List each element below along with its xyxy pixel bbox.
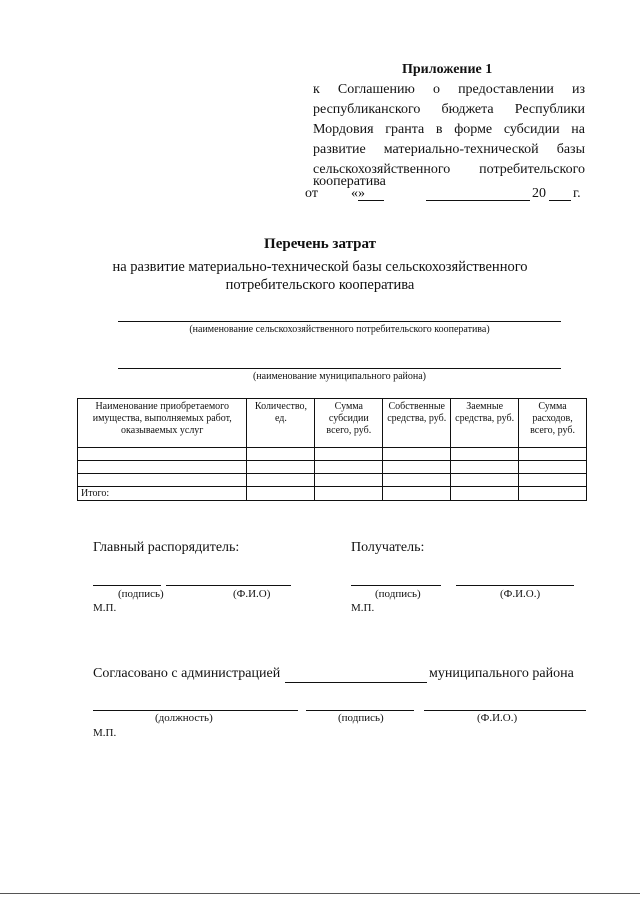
page-title: Перечень затрат [264, 236, 376, 252]
cooperative-name-line [118, 321, 561, 322]
table-cell [78, 474, 247, 487]
table-cell [78, 448, 247, 461]
chief-signature-line [93, 585, 161, 586]
column-header: Сумма субсидии всего, руб. [315, 399, 383, 448]
table-cell [519, 448, 587, 461]
table-total-row [78, 487, 587, 501]
table-cell [451, 448, 519, 461]
table-cell [78, 461, 247, 474]
recipient-fio-line [456, 585, 574, 586]
appendix-line: сельскохозяйственного потребительского [313, 162, 585, 177]
column-header: Заемные средства, руб. [451, 399, 519, 448]
district-name-line [118, 368, 561, 369]
appendix-line: к Соглашению о предоставлении из [313, 82, 585, 97]
table-cell [247, 487, 315, 501]
agreement-suffix: муниципального района [429, 666, 574, 681]
table-cell [383, 487, 451, 501]
table-cell [247, 448, 315, 461]
table-cell [519, 474, 587, 487]
date-from-label: от [305, 186, 318, 201]
page-subtitle: на развитие материально-технической базы сельскохозяйственного [112, 259, 528, 275]
table-row [78, 461, 587, 474]
quote-close: » [358, 186, 365, 201]
date-year-prefix: 20 [532, 186, 546, 201]
table-row [78, 448, 587, 461]
table-cell [247, 461, 315, 474]
chief-fio-caption: (Ф.И.О) [233, 588, 271, 600]
cooperative-name-caption: (наименование сельскохозяйственного потребительского кооператива) [189, 324, 490, 335]
agreement-fio-line [424, 710, 586, 711]
chief-fio-line [166, 585, 291, 586]
table-cell [315, 474, 383, 487]
table-cell [519, 487, 587, 501]
date-day [351, 186, 365, 202]
table-cell [451, 474, 519, 487]
page-subtitle: потребительского кооператива [225, 277, 415, 293]
recipient-fio-caption: (Ф.И.О.) [500, 588, 541, 600]
agreement-signature-caption: (подпись) [338, 712, 384, 724]
column-header: Собственные средства, руб. [383, 399, 451, 448]
table-cell [383, 474, 451, 487]
column-header: Сумма расходов, всего, руб. [519, 399, 587, 448]
appendix-line: Мордовия гранта в форме субсидии на [313, 122, 585, 137]
table-cell [247, 474, 315, 487]
day-blank [358, 186, 384, 201]
table-cell [451, 487, 519, 501]
column-header: Наименование приобретаемого имущества, выполняемых работ, оказываемых услуг [78, 399, 247, 448]
table-cell [519, 461, 587, 474]
table-cell [315, 461, 383, 474]
chief-signature-caption: (подпись) [118, 588, 164, 600]
costs-table [77, 398, 587, 501]
agreement-fio-caption: (Ф.И.О.) [477, 712, 518, 724]
column-header: Количество, ед. [247, 399, 315, 448]
table-cell [383, 461, 451, 474]
page-bottom-rule [0, 893, 640, 894]
recipient-signature-line [351, 585, 441, 586]
table-header-row [78, 399, 587, 448]
chief-stamp: М.П. [93, 602, 117, 614]
table-cell [383, 448, 451, 461]
date-year-suffix: г. [573, 186, 581, 201]
chief-label: Главный распорядитель: [93, 540, 240, 555]
agreement-stamp: М.П. [93, 727, 117, 739]
district-name-caption: (наименование муниципального района) [252, 371, 427, 382]
table-row [78, 474, 587, 487]
quote-open: « [351, 186, 358, 201]
appendix-line: республиканского бюджета Республики [313, 102, 585, 117]
recipient-stamp: М.П. [351, 602, 375, 614]
table-cell [315, 487, 383, 501]
agreement-administration-line [285, 682, 427, 683]
table-cell [451, 461, 519, 474]
appendix-line: развитие материально-технической базы [313, 142, 585, 157]
table-cell [315, 448, 383, 461]
agreement-prefix: Согласовано с администрацией [93, 666, 281, 681]
position-caption: (должность) [155, 712, 213, 724]
appendix-line-last: кооператива [313, 174, 386, 189]
agreement-date [305, 186, 588, 206]
agreement-signature-line [306, 710, 414, 711]
position-line [93, 710, 298, 711]
recipient-label: Получатель: [351, 540, 425, 555]
appendix-title: Приложение 1 [402, 62, 493, 77]
recipient-signature-caption: (подпись) [375, 588, 421, 600]
total-label: Итого: [78, 487, 247, 501]
